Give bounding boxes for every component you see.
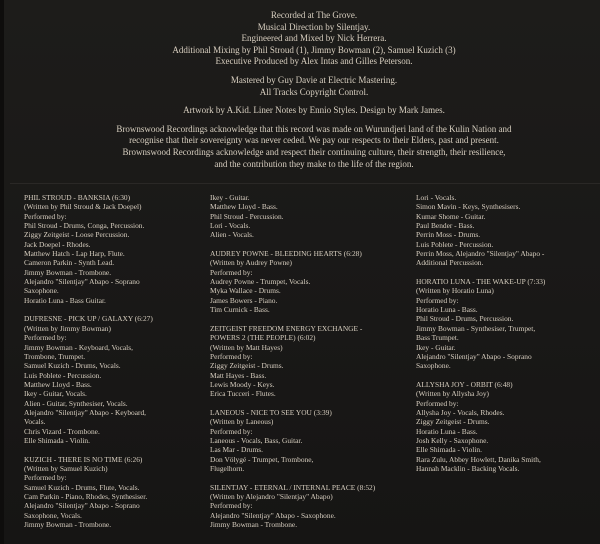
credit-line: Erica Tucceri - Flutes.	[210, 389, 276, 399]
track-credit	[24, 314, 204, 445]
credit-line: Tim Curnick - Bass.	[210, 305, 270, 315]
credit-line: Ziggy Zeitgeist - Loose Percussion.	[24, 230, 130, 240]
credit-line: Audrey Powne - Trumpet, Vocals.	[210, 277, 311, 287]
credit-line: Performed by:	[24, 473, 67, 483]
credit-line: Additional Percussion.	[416, 258, 484, 268]
header-line: Recorded at The Grove.	[270, 10, 358, 20]
credit-line: (Written by Audrey Powne)	[210, 258, 293, 268]
track-column-1	[24, 193, 204, 539]
credit-line: Luis Poblete - Percussion.	[24, 370, 102, 380]
credit-line: Phil Stroud - Drums, Percussion.	[416, 314, 514, 324]
credit-line: Ziggy Zeitgeist - Drums.	[416, 417, 490, 427]
divider	[10, 183, 600, 184]
credit-line: (Written by Jimmy Bowman)	[24, 323, 111, 333]
credit-line: Ikey - Guitar, Vocals.	[24, 389, 87, 399]
credit-line: Ikey - Guitar.	[210, 193, 250, 202]
credit-line: Alejandro "Silentjay" Abapo - Soprano	[24, 277, 140, 287]
track-title: LANEOUS - NICE TO SEE YOU (3:39)	[210, 407, 332, 417]
credit-line: Horatio Luna - Bass Guitar.	[24, 295, 106, 305]
credit-line: Performed by:	[210, 501, 253, 511]
credit-line: Perrin Moss - Drums.	[416, 230, 481, 240]
credit-line: Performed by:	[24, 211, 67, 221]
credit-line: Allysha Joy - Vocals, Rhodes.	[416, 407, 505, 417]
credit-line: (Written by Horatio Luna)	[416, 286, 494, 296]
credit-line: James Bowers - Piano.	[210, 295, 278, 305]
track-title: SILENTJAY - ETERNAL / INTERNAL PEACE (8:52)	[210, 482, 376, 492]
credit-line: (Written by Matt Hayes)	[210, 342, 283, 352]
credit-line: Matthew Hatch - Lap Harp, Flute.	[24, 249, 125, 259]
credit-line: Kumar Shome - Guitar.	[416, 211, 486, 221]
track-credit	[210, 193, 390, 240]
credit-line: Performed by:	[210, 351, 253, 361]
credit-line: Performed by:	[416, 398, 459, 408]
credit-line: (Written by Samuel Kuzich)	[24, 463, 108, 473]
header-line: All Tracks Copyright Control.	[259, 86, 369, 97]
credit-line: Josh Kelly - Saxophone.	[416, 435, 489, 445]
track-title: KUZICH - THERE IS NO TIME (6:26)	[24, 454, 143, 464]
credit-line: Cameron Parkin - Synth Lead.	[24, 258, 115, 268]
header-line: Executive Produced by Alex Intas and Gilles Peterson.	[215, 56, 413, 67]
credit-line: Lori - Vocals.	[416, 193, 457, 202]
credit-line: Jimmy Bowman - Trombone.	[24, 520, 112, 530]
credits-header	[44, 10, 584, 170]
track-title: PHIL STROUD - BANKSIA (6:30)	[24, 193, 131, 202]
credit-line: Laneous - Vocals, Bass, Guitar.	[210, 435, 303, 445]
header-line: recognise that their sovereignty was never ceded. We pay our respects to their Elders, past and present.	[129, 135, 499, 146]
credit-line: Performed by:	[210, 267, 253, 277]
credit-line: Samuel Kuzich - Drums, Flute, Vocals.	[24, 482, 140, 492]
track-credit	[416, 380, 596, 473]
credit-line: Phil Stroud - Percussion.	[210, 211, 284, 221]
credit-line: Las Mar - Drums.	[210, 445, 263, 455]
header-line: Engineered and Mixed by Nick Herrera.	[241, 33, 387, 44]
credit-line: Alejandro "Silentjay" Abapo - Saxophone.	[210, 510, 336, 520]
credit-line: Simon Mavin - Keys, Synthesisers.	[416, 202, 521, 212]
credit-line: Alien - Vocals.	[210, 230, 254, 240]
credit-line: Jimmy Bowman - Trombone.	[210, 520, 298, 530]
credit-line: Jimmy Bowman - Keyboard, Vocals,	[24, 342, 133, 352]
track-credit	[210, 324, 390, 399]
track-credit	[210, 483, 390, 530]
credit-line: Jimmy Bowman - Trombone.	[24, 267, 112, 277]
credit-line: Lewis Moody - Keys.	[210, 379, 275, 389]
credit-line: Rara Zulu, Abbey Howlett, Danika Smith,	[416, 454, 541, 464]
track-credit	[210, 408, 390, 473]
header-line: Brownswood Recordings acknowledge and respect their continuing culture, their strength, their resilience,	[122, 146, 506, 157]
credit-line: Trombone, Trumpet.	[24, 351, 86, 361]
track-title: ALLYSHA JOY - ORBIT (6:48)	[416, 379, 513, 389]
track-credit	[416, 277, 596, 370]
credit-line: (Written by Alejandro "Silentjay" Abapo)	[210, 492, 333, 501]
credit-line: Ikey - Guitar.	[416, 342, 456, 352]
credit-line: Don Völygé - Trumpet, Trombone,	[210, 454, 314, 464]
header-line: Additional Mixing by Phil Stroud (1), Jimmy Bowman (2), Samuel Kuzich (3)	[172, 44, 456, 55]
header-line: Artwork by A.Kid. Liner Notes by Ennio Styles. Design by Mark James.	[183, 105, 445, 116]
credit-line: Cam Parkin - Piano, Rhodes, Synthesiser.	[24, 492, 148, 501]
credit-line: Bass Trumpet.	[416, 333, 459, 343]
track-credit	[24, 193, 204, 305]
track-credit	[24, 455, 204, 530]
credit-line: Performed by:	[210, 426, 253, 436]
credit-line: Matthew Lloyd - Bass.	[24, 379, 92, 389]
credit-line: Jack Doepel - Rhodes.	[24, 239, 91, 249]
credit-line: (Written by Phil Stroud & Jack Doepel)	[24, 202, 142, 212]
credit-line: Hannah Macklin - Backing Vocals.	[416, 463, 520, 473]
credit-line: Lori - Vocals.	[210, 221, 251, 231]
credit-line: Phil Stroud - Drums, Conga, Percussion.	[24, 221, 145, 231]
credit-line: Alien - Guitar, Synthesiser, Vocals.	[24, 398, 128, 408]
credit-line: Alejandro "Silentjay" Abapo - Soprano	[416, 351, 532, 361]
header-gap	[44, 117, 584, 124]
credit-line: Elle Shimada - Violin.	[24, 435, 90, 445]
header-gap	[44, 68, 584, 75]
credit-line: Alejandro "Silentjay" Abapo - Keyboard,	[24, 407, 146, 417]
credit-line: (Written by Allysha Joy)	[416, 389, 489, 399]
credit-line: Performed by:	[24, 333, 67, 343]
credit-line: Chris Vizard - Trombone.	[24, 426, 100, 436]
credit-line: Flugelhorn.	[210, 463, 245, 473]
credit-line: Horatio Luna - Bass.	[416, 426, 478, 436]
credit-line: Jimmy Bowman - Synthesiser, Trumpet,	[416, 323, 536, 333]
track-credit	[210, 249, 390, 314]
track-title: HORATIO LUNA - THE WAKE-UP (7:33)	[416, 277, 546, 287]
header-line: Brownswood Recordings acknowledge that this record was made on Wurundjeri land of the Kulin Nation and	[116, 123, 512, 134]
credit-line: Paul Bender - Bass.	[416, 221, 475, 231]
track-title: ZEITGEIST FREEDOM ENERGY EXCHANGE -	[210, 323, 363, 333]
header-line: Mastered by Guy Davie at Electric Mastering.	[230, 74, 398, 85]
credit-line: (Written by Laneous)	[210, 417, 274, 427]
credit-line: Matthew Lloyd - Bass.	[210, 202, 278, 212]
credit-line: POWERS 2 (THE PEOPLE) (6:02)	[210, 333, 316, 343]
credit-line: Alejandro "Silentjay" Abapo - Soprano	[24, 501, 140, 511]
credit-line: Ziggy Zeitgeist - Drums.	[210, 361, 284, 371]
track-title: DUFRESNE - PICK UP / GALAXY (6:27)	[24, 314, 153, 324]
track-title: AUDREY POWNE - BLEEDING HEARTS (6:28)	[210, 249, 362, 259]
credit-line: Saxophone, Vocals.	[24, 510, 82, 520]
credit-line: Samuel Kuzich - Drums, Vocals.	[24, 361, 121, 371]
credit-line: Saxophone.	[416, 361, 451, 371]
credit-line: Performed by:	[416, 295, 459, 305]
credit-line: Vocals.	[24, 417, 46, 427]
track-column-2	[210, 193, 390, 539]
header-line: and the contribution they make to the life of the region.	[214, 158, 414, 169]
credit-line: Matt Hayes - Bass.	[210, 370, 267, 380]
credit-line: Elle Shimada - Violin.	[416, 445, 482, 455]
credit-line: Perrin Moss, Alejandro "Silentjay" Abapo -	[416, 249, 545, 259]
credit-line: Saxophone.	[24, 286, 59, 296]
credit-line: Luis Poblete - Percussion.	[416, 239, 494, 249]
credit-line: Myka Wallace - Drums.	[210, 286, 281, 296]
credit-line: Horatio Luna - Bass.	[416, 305, 478, 315]
header-line: Musical Direction by Silentjay.	[257, 21, 371, 32]
header-gap	[44, 98, 584, 105]
track-column-3	[416, 193, 596, 483]
track-credit	[416, 193, 596, 268]
